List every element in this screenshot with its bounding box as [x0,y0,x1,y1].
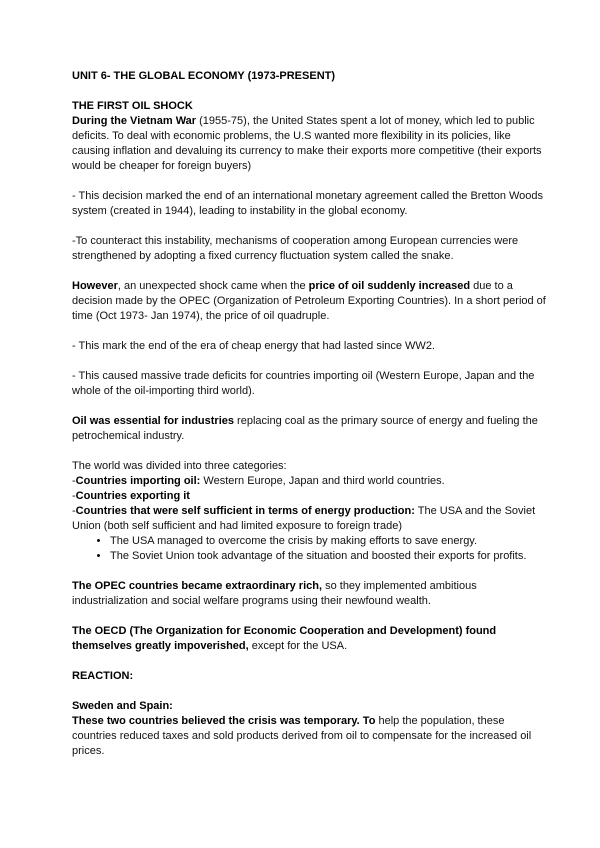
heading-text: THE FIRST OIL SHOCK [72,100,193,112]
text-run: The USA and the Soviet Union (both self sufficient and had limited exposure to foreign trade) [72,505,536,532]
category-self-sufficient: -Countries that were self sufficient in terms of energy production: The USA and the Soviet Union (both self sufficient and had limited exposure to foreign trade) [72,505,536,532]
paragraph-bretton-woods: - This decision marked the end of an international monetary agreement called the Bretton Woods system (created in 1944), leading to instability in the global economy. [72,190,544,217]
category-importing: -Countries importing oil: Western Europe, Japan and third world countries. [72,475,445,487]
text-run: replacing coal as the primary source of energy and fueling the petrochemical industry. [72,415,538,442]
paragraph-opec-rich [72,579,550,609]
paragraph-trade-deficits: - This caused massive trade deficits for countries importing oil (Western Europe, Japan and the whole of the oil-importing third world). [72,370,535,397]
document-title [72,69,550,84]
bold-run: During the Vietnam War [72,115,197,127]
list-item: • The USA managed to overcome the crisis by making efforts to save energy. [110,534,550,549]
reaction-subheading [72,699,550,714]
paragraph-vietnam [72,114,550,174]
bold-run: Countries that were self sufficient in terms of energy production: [75,505,415,517]
bold-run: Countries exporting it [75,490,190,502]
bold-run: Oil was essential for industries [72,415,234,427]
heading-text: REACTION: [72,670,134,682]
text-run: except for the USA. [248,640,348,652]
bullet-list [72,534,550,564]
bold-run: However [72,280,118,292]
text-run: (1955-75), the United States spent a lot of money, which led to public deficits. To deal with economic problems, the U.S wanted more flexibility in its policies, like causing inflation and devaluing its currency to make their exports more competitive (their exports would be cheaper for foreign buyers) [72,115,542,172]
categories-intro: The world was divided into three categories: [72,460,287,472]
reaction-heading [72,669,550,684]
list-item: • The Soviet Union took advantage of the situation and boosted their exports for profits. [110,549,550,564]
paragraph-oil-essential [72,414,550,444]
bold-run: price of oil suddenly increased [308,280,471,292]
paragraph-oecd [72,624,550,654]
text-run: due to a decision made by the OPEC (Organization of Petroleum Exporting Countries). In a short period of time (Oct 1973- Jan 1974), the price of oil quadruple. [72,280,546,322]
paragraph-sweden-spain [72,714,550,759]
bold-run: The OPEC countries became extraordinary rich, [72,580,323,592]
text-run: help the population, these countries reduced taxes and sold products derived from oil to compensate for the increased oil prices. [72,715,532,757]
bold-run: The OECD (The Organization for Economic Cooperation and Development) found themselves greatly impoverished, [72,625,497,652]
title-text: UNIT 6- THE GLOBAL ECONOMY (1973-PRESENT) [72,70,336,82]
document-page [72,69,550,774]
subheading-text: Sweden and Spain: [72,700,173,712]
bold-run: Countries importing oil: [75,475,201,487]
text-run: so they implemented ambitious industrialization and social welfare programs using their newfound wealth. [72,580,477,607]
paragraph-snake: -To counteract this instability, mechanisms of cooperation among European currencies were strengthened by adopting a fixed currency fluctuation system called the snake. [72,235,519,262]
category-exporting: -Countries exporting it [72,490,190,502]
text-run: , an unexpected shock came when the [117,280,309,292]
bold-run: These two countries believed the crisis was temporary. To [72,715,376,727]
section-heading [72,99,550,114]
paragraph-oil-price [72,279,550,324]
text-run: Western Europe, Japan and third world countries. [200,475,445,487]
paragraph-cheap-energy: - This mark the end of the era of cheap energy that had lasted since WW2. [72,340,435,352]
